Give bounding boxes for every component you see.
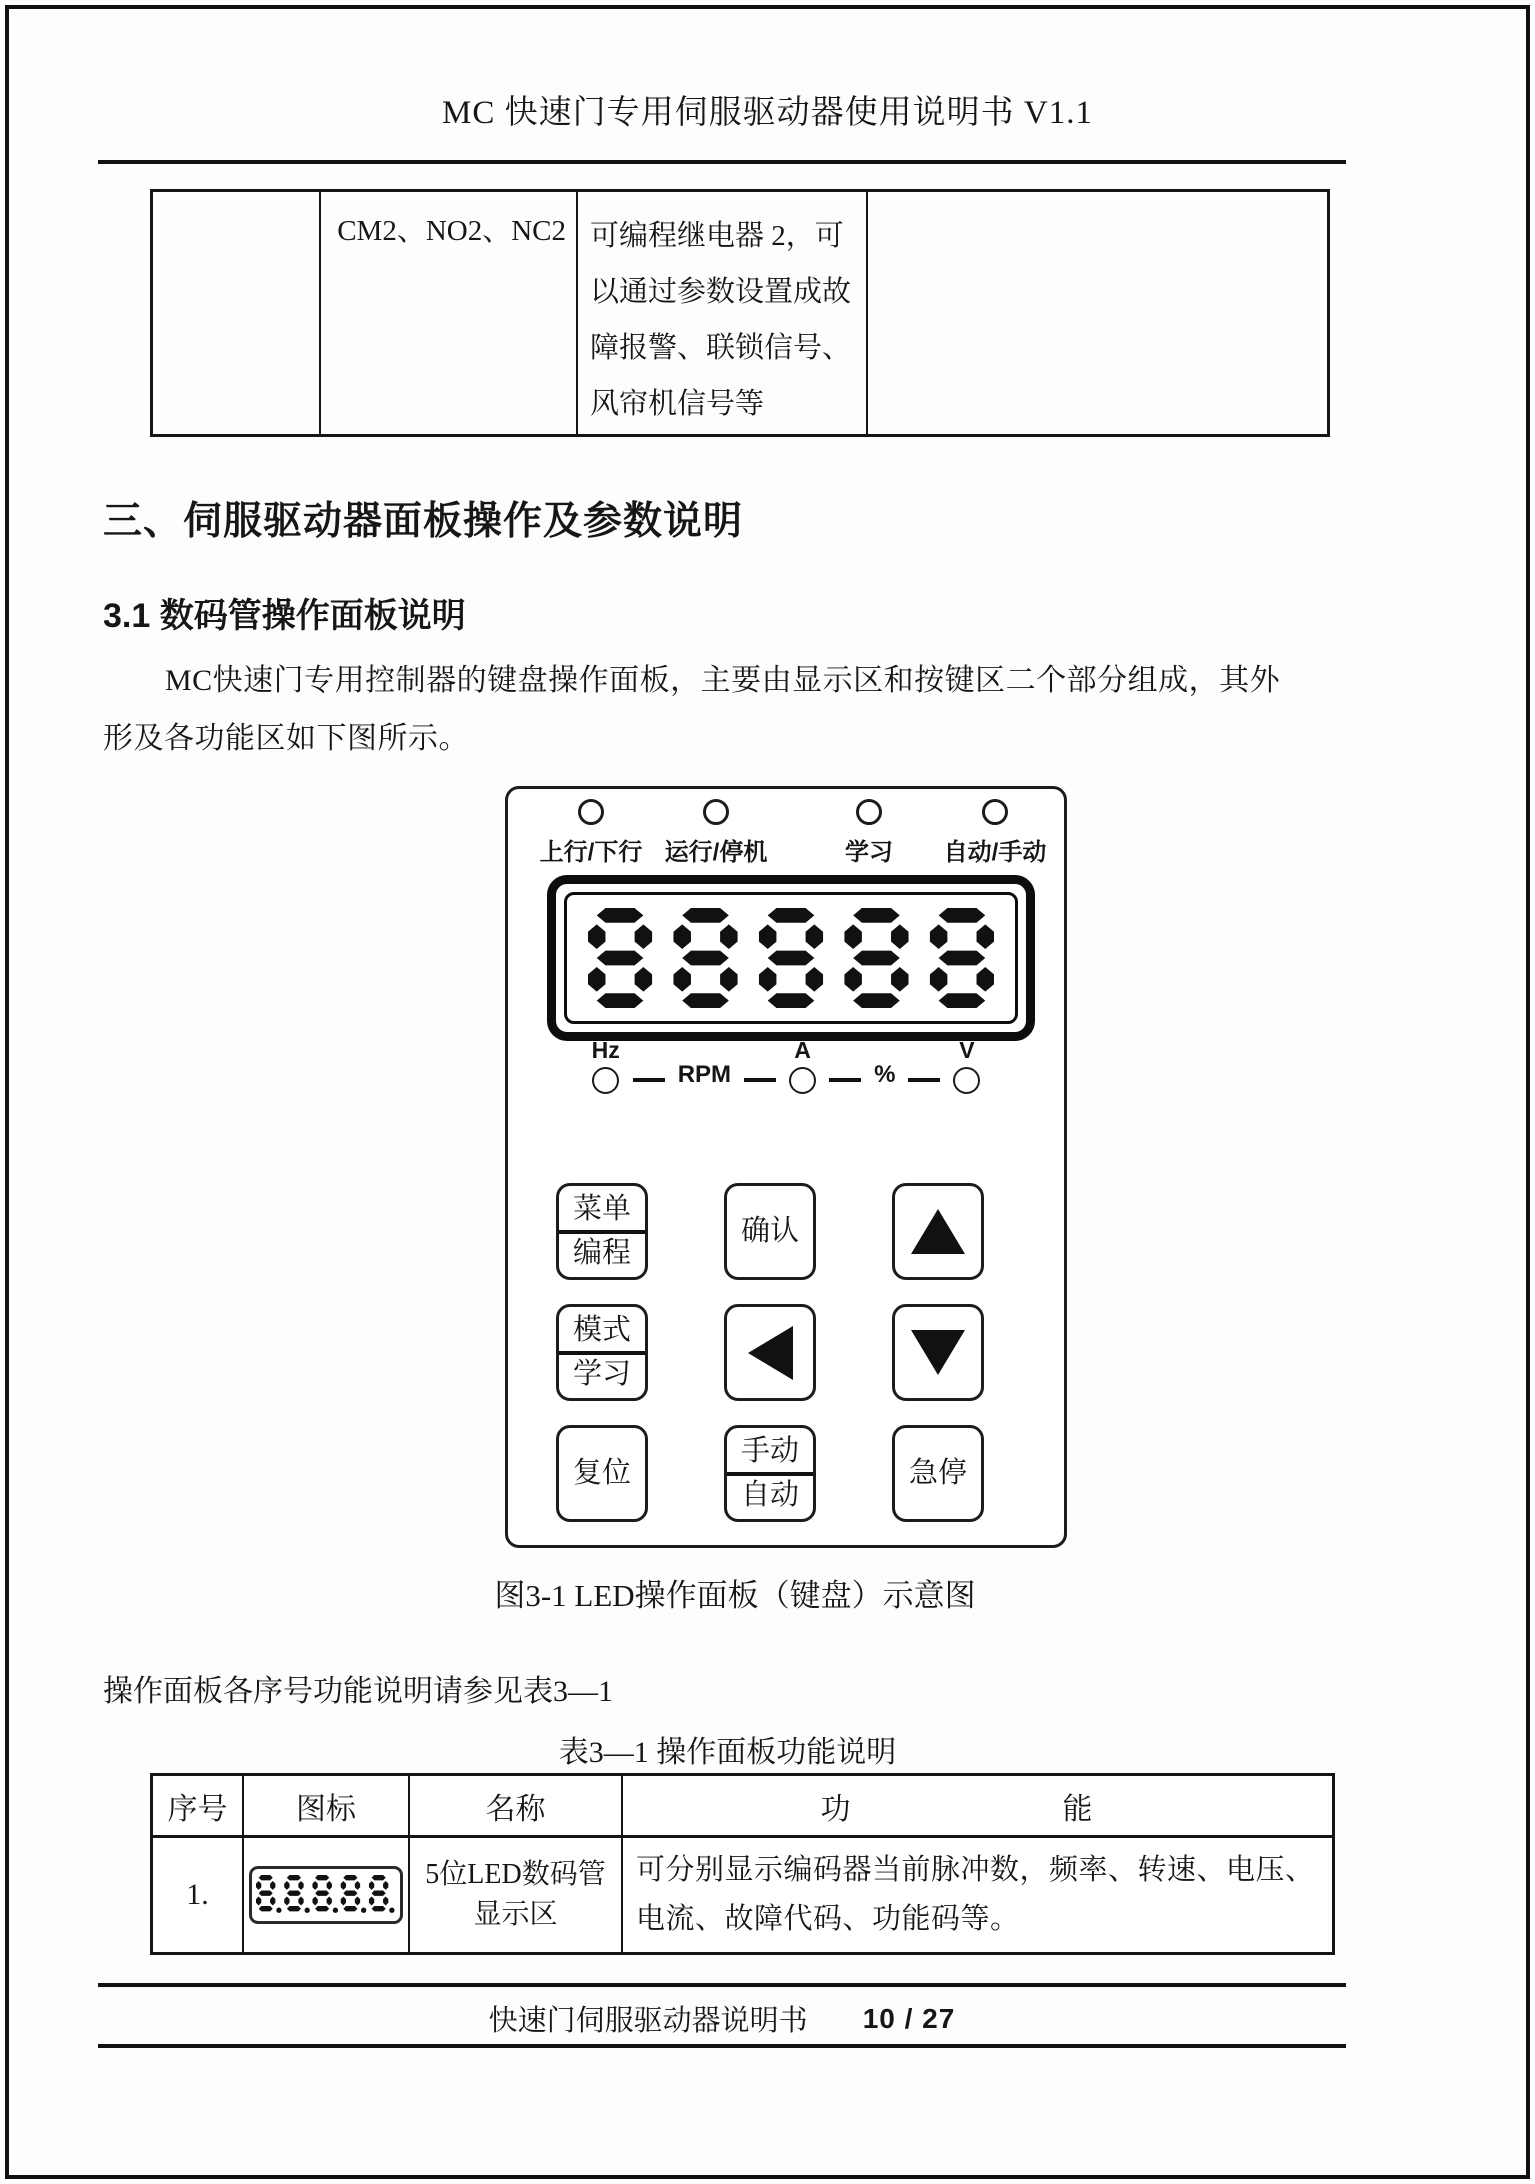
down-button	[892, 1304, 984, 1401]
table-header-row	[153, 1776, 1332, 1838]
row-function	[623, 1838, 1332, 1952]
seven-segment-digits-icon	[588, 908, 994, 1008]
button-label: 菜单	[572, 1193, 631, 1226]
paragraph-line: 形及各功能区如下图所示。	[103, 722, 469, 755]
button-label: 自动	[740, 1478, 799, 1511]
button-divider	[559, 1351, 645, 1355]
function-line: 可分别显示编码器当前脉冲数，频率、转速、电压、	[636, 1854, 1315, 1886]
up-triangle-icon	[911, 1209, 965, 1254]
led-indicator-icon	[982, 799, 1008, 825]
table-cell-empty	[153, 192, 321, 434]
unit-indicator-row	[508, 1039, 1064, 1094]
led-indicator-icon	[856, 799, 882, 825]
table-cell-empty	[868, 192, 1327, 434]
dash-icon	[908, 1078, 940, 1083]
button-label: 确认	[740, 1214, 799, 1247]
header-no: 序号	[153, 1776, 244, 1835]
indicator-label: 上行/下行	[539, 839, 643, 866]
description-line: 以通过参数设置成故	[590, 276, 852, 308]
button-label: 复位	[572, 1456, 631, 1489]
table-row	[153, 1838, 1332, 1952]
operation-panel-figure	[505, 786, 1067, 1548]
volt-led-icon	[953, 1067, 980, 1094]
estop-button	[892, 1425, 984, 1522]
button-divider	[559, 1230, 645, 1234]
header-function-right: 能	[1062, 1792, 1093, 1826]
row-name	[410, 1838, 623, 1952]
down-triangle-icon	[911, 1330, 965, 1375]
button-label: 急停	[908, 1456, 967, 1489]
percent-label: %	[874, 1061, 896, 1088]
button-label: 学习	[572, 1357, 631, 1390]
indicator-label: 自动/手动	[943, 839, 1047, 866]
button-label: 模式	[572, 1314, 631, 1347]
paragraph-line: MC快速门专用控制器的键盘操作面板，主要由显示区和按键区二个部分组成，其外	[165, 664, 1281, 697]
unit-hz	[592, 1039, 620, 1094]
volt-label: V	[959, 1037, 975, 1063]
function-line: 电流、故障代码、功能码等。	[636, 1903, 1020, 1935]
indicator-label: 学习	[845, 839, 893, 866]
footer-page-number: 10 / 27	[862, 2002, 956, 2034]
amp-led-icon	[789, 1067, 816, 1094]
confirm-button	[724, 1183, 816, 1280]
header-rule	[98, 160, 1346, 164]
left-triangle-icon	[748, 1326, 793, 1380]
mode-learn-button	[556, 1304, 648, 1401]
hz-led-icon	[592, 1067, 619, 1094]
indicator-run-stop	[636, 799, 796, 867]
function-table-title: 表3—1 操作面板功能说明	[558, 1736, 897, 1769]
left-button	[724, 1304, 816, 1401]
hz-label: Hz	[591, 1037, 620, 1063]
function-table	[150, 1773, 1335, 1955]
description-line: 可编程继电器 2，可	[590, 220, 844, 252]
seven-segment-small-digits-icon	[256, 1875, 396, 1915]
header-icon: 图标	[244, 1776, 410, 1835]
indicator-label: 运行/停机	[664, 839, 768, 866]
footer	[98, 1998, 1346, 2039]
footer-rule-bottom	[98, 2044, 1346, 2048]
footer-rule-top	[98, 1983, 1346, 1987]
amp-label: A	[794, 1037, 811, 1063]
panel-button-grid	[556, 1183, 984, 1522]
up-button	[892, 1183, 984, 1280]
dash-icon	[829, 1078, 861, 1083]
rpm-label: RPM	[677, 1061, 732, 1088]
name-line: 显示区	[473, 1899, 558, 1930]
section-heading: 三、伺服驱动器面板操作及参数说明	[103, 500, 744, 543]
dash-icon	[633, 1078, 665, 1083]
terminal-label: CM2、NO2、NC2	[337, 215, 566, 247]
dash-icon	[744, 1078, 776, 1083]
led-display-window	[564, 892, 1018, 1024]
row-number: 1.	[153, 1838, 244, 1952]
reference-text: 操作面板各序号功能说明请参见表3—1	[103, 1675, 613, 1708]
led-display	[547, 875, 1035, 1041]
reset-button	[556, 1425, 648, 1522]
row-icon-cell	[244, 1838, 410, 1952]
led-display-icon	[249, 1866, 403, 1924]
header-function-left: 功	[820, 1792, 851, 1826]
unit-volt	[953, 1039, 980, 1094]
unit-amp	[789, 1039, 816, 1094]
footer-doc-title: 快速门伺服驱动器说明书	[488, 2005, 808, 2037]
continued-terminal-table	[150, 189, 1330, 437]
button-label: 手动	[740, 1435, 799, 1468]
menu-program-button	[556, 1183, 648, 1280]
button-divider	[727, 1472, 813, 1476]
description-line: 风帘机信号等	[590, 388, 765, 420]
body-paragraph	[103, 652, 1373, 768]
led-indicator-icon	[703, 799, 729, 825]
header-function	[623, 1776, 1332, 1835]
header-title: MC 快速门专用伺服驱动器使用说明书 V1.1	[442, 95, 1093, 131]
section-subheading: 3.1 数码管操作面板说明	[103, 597, 466, 635]
description-line: 障报警、联锁信号、	[590, 332, 852, 364]
table-cell-description	[578, 192, 868, 434]
table-cell-terminal	[321, 192, 578, 434]
manual-auto-button	[724, 1425, 816, 1522]
button-label: 编程	[572, 1236, 631, 1269]
led-indicator-icon	[578, 799, 604, 825]
header-name: 名称	[410, 1776, 623, 1835]
indicator-auto-manual	[915, 799, 1075, 867]
figure-caption: 图3-1 LED操作面板（键盘）示意图	[494, 1578, 976, 1613]
name-line: 5位LED数码管	[425, 1859, 606, 1890]
